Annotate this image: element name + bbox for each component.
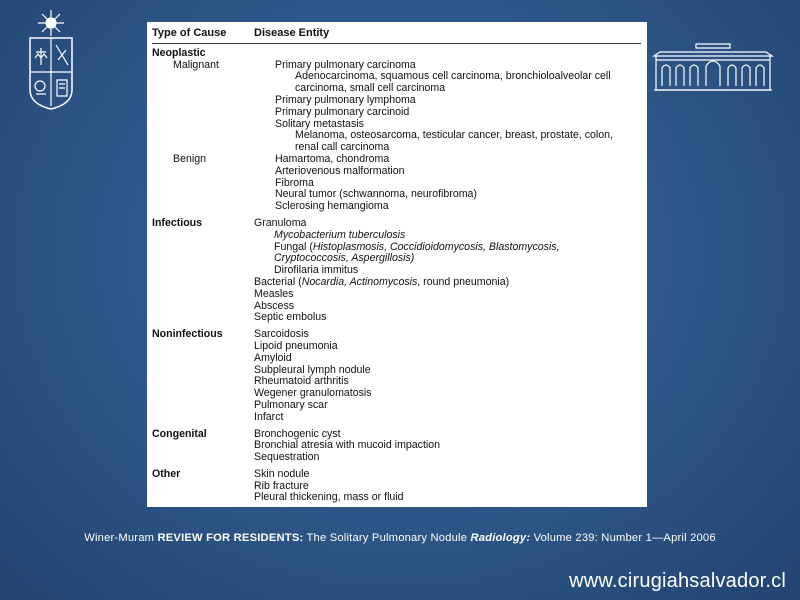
list-item: Sequestration: [254, 451, 320, 464]
category-congenital: Congenital: [152, 427, 207, 440]
group-other: [152, 469, 641, 504]
category-noninfectious: Noninfectious: [152, 328, 223, 341]
list-item: Sarcoidosis: [254, 328, 309, 341]
list-item: Melanoma, osteosarcoma, testicular cancer, breast, prostate, colon,: [295, 129, 613, 142]
list-item: carcinoma, small cell carcinoma: [295, 82, 446, 95]
group-noninfectious: [152, 329, 641, 423]
differential-diagnosis-table: [147, 22, 647, 507]
group-congenital: [152, 429, 641, 464]
table-header: [152, 28, 641, 44]
congenital-list: [254, 429, 641, 464]
list-item: Dirofilaria immitus: [274, 264, 359, 277]
list-item: Septic embolus: [254, 311, 327, 324]
list-item: Sclerosing hemangioma: [275, 200, 389, 213]
list-item: Rheumatoid arthritis: [254, 375, 349, 388]
subcategory-malignant: Malignant: [173, 58, 219, 71]
category-infectious: Infectious: [152, 216, 203, 229]
list-item: Skin nodule: [254, 467, 310, 480]
list-item: Bronchial atresia with mucoid impaction: [254, 439, 441, 452]
list-item: Pleural thickening, mass or fluid: [254, 491, 404, 504]
list-item: Solitary metastasis: [275, 117, 364, 130]
list-item: Wegener granulomatosis: [254, 387, 372, 400]
header-type-of-cause: Type of Cause: [152, 27, 227, 39]
hospital-building-logo: [652, 40, 774, 92]
university-crest-logo: [26, 10, 76, 110]
list-item: Mycobacterium tuberculosis: [274, 228, 406, 241]
list-item: Lipoid pneumonia: [254, 339, 338, 352]
list-item: Rib fracture: [254, 479, 309, 492]
list-item: Primary pulmonary lymphoma: [275, 93, 416, 106]
list-item: Measles: [254, 287, 294, 300]
infectious-list: [254, 218, 641, 324]
noninfectious-list: [254, 329, 641, 423]
list-item: Fibroma: [275, 176, 314, 189]
list-item: Infarct: [254, 410, 284, 423]
list-item: Primary pulmonary carcinoma: [275, 58, 416, 71]
list-item: Primary pulmonary carcinoid: [275, 105, 410, 118]
list-item: Hamartoma, chondroma: [275, 152, 390, 165]
list-item: renal call carcinoma: [295, 141, 390, 154]
list-item: Bacterial (Nocardia, Actinomycosis, round pneumonia): [254, 275, 510, 288]
group-infectious: [152, 218, 641, 324]
category-other: Other: [152, 467, 181, 480]
malignant-list: [275, 60, 641, 154]
list-item: Amyloid: [254, 351, 292, 364]
list-item: Cryptococcosis, Aspergillosis): [274, 252, 415, 265]
list-item: Subpleural lymph nodule: [254, 363, 371, 376]
benign-list: [275, 154, 641, 213]
list-item: Arteriovenous malformation: [275, 164, 405, 177]
list-item: Pulmonary scar: [254, 398, 328, 411]
list-item: Abscess: [254, 299, 295, 312]
citation-caption: Winer-Muram REVIEW FOR RESIDENTS: The Solitary Pulmonary Nodule Radiology: Volume 239: Number 1—April 2006: [84, 532, 716, 544]
website-url: www.cirugiahsalvador.cl: [569, 570, 786, 592]
header-disease-entity: Disease Entity: [254, 27, 330, 39]
list-item: Granuloma: [254, 216, 307, 229]
other-list: [254, 469, 641, 504]
subcategory-benign: Benign: [173, 152, 206, 165]
list-item: Neural tumor (schwannoma, neurofibroma): [275, 188, 477, 201]
category-neoplastic: Neoplastic: [152, 46, 206, 59]
list-item: Bronchogenic cyst: [254, 427, 341, 440]
list-item: Fungal (Histoplasmosis, Coccidioidomycosis, Blastomycosis,: [274, 240, 560, 253]
group-neoplastic: [152, 48, 641, 213]
list-item: Adenocarcinoma, squamous cell carcinoma, bronchioloalveolar cell: [295, 70, 611, 83]
